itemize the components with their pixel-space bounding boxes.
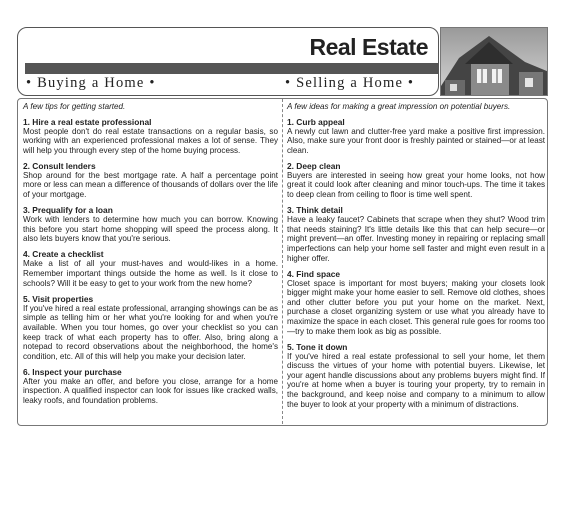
tip-text: Closet space is important for most buyers; making your closets look bigger might make your home easier to sell. Remove old clothes, shoes and other clutter before you put your home on the market. Next, purchase a closet organizing system or use what you already have to maximize the space in each closet. This general rule goes for rooms too—try to make them look as big as possible. (287, 278, 545, 336)
buying-tip (23, 161, 278, 200)
tip-text: Shop around for the best mortgage rate. A half a percentage point more or less can mean a difference of thousands of dollars over the life of your mortgage. (23, 170, 278, 200)
buying-tip (23, 117, 278, 156)
buying-tip (23, 367, 278, 406)
tip-title: 4. Create a checklist (23, 249, 104, 260)
buying-heading: • Buying a Home • (26, 75, 156, 91)
selling-intro: A few ideas for making a great impression on potential buyers. (287, 102, 511, 111)
tip-text: If you've hired a real estate professional to sell your home, let them discuss the virtues of your home with potential buyers. Likewise, let your agent handle discussions about any problems buyers might find. If you're at home when a buyer is touring your property, try to remain in the background, and keep noise and company to a minimum to allow the buyer to look at your property with a minimum of distractions. (287, 351, 545, 409)
tip-text: Buyers are interested in seeing how great your home looks, not how great it could look after cleaning and minor touch-ups. The time it takes to deep clean from ceiling to floor is time well spent. (287, 170, 545, 200)
selling-tip (287, 269, 545, 337)
house-photo-graphic (441, 28, 548, 96)
buying-tip (23, 205, 278, 244)
tip-title: 1. Hire a real estate professional (23, 116, 152, 127)
buying-tip (23, 294, 278, 362)
tip-title: 2. Consult lenders (23, 160, 96, 171)
column-divider (282, 99, 283, 424)
tip-title: 4. Find space (287, 268, 341, 279)
tip-title: 3. Think detail (287, 205, 343, 216)
house-photo-icon (440, 27, 548, 96)
selling-heading: • Selling a Home • (285, 75, 415, 91)
tip-text: Make a list of all your must-haves and would-likes in a home. Remember important things outside the home as well. Is it close to schools? Will it be easy to get to your work from the new home? (23, 259, 278, 288)
selling-tip (287, 205, 545, 263)
tip-text: After you make an offer, and before you close, arrange for a home inspection. A qualified inspector can look for issues like cracked walls, leaky roofs, and foundation problems. (23, 376, 278, 405)
tip-title: 2. Deep clean (287, 160, 341, 171)
header-banner (17, 27, 439, 96)
tip-title: 6. Inspect your purchase (23, 366, 122, 377)
tip-text: Most people don't do real estate transactions on a regular basis, so working with an experienced professional makes a lot of sense. They will help you through every step of the home buying process. (23, 126, 278, 155)
tip-text: Have a leaky faucet? Cabinets that scrape when they shut? Wood trim that needs staining? It's little details like this that can help secure—or might prevent—an offer. Investing money in repairing or replacing small imperfections can help your home sell faster and might even result in a higher offer. (287, 215, 545, 263)
title-rule (25, 63, 438, 74)
buying-tip (23, 249, 278, 288)
buying-intro: A few tips for getting started. (23, 102, 126, 111)
selling-column (287, 102, 545, 415)
page-title: Real Estate (309, 34, 428, 60)
tip-title: 3. Prequalify for a loan (23, 205, 113, 216)
tip-title: 5. Visit properties (23, 293, 94, 304)
tip-title: 5. Tone it down (287, 341, 348, 352)
tip-title: 1. Curb appeal (287, 116, 345, 127)
buying-column (23, 102, 278, 411)
tip-text: Work with lenders to determine how much you can borrow. Knowing this before you start home shopping will speed the process along. It also lets buyers know that you're serious. (23, 215, 278, 244)
tip-text: If you've hired a real estate professional, arranging showings can be as simple as telling him or her what you're looking for and when you're available. When you tour homes, go over your checklist so you can keep track of what each property has to offer. Also, bring along a notepad to record observations about the neighborhood, the home's condition, etc. All of this will help you make your decision later. (23, 303, 278, 361)
selling-tip (287, 117, 545, 156)
selling-tip (287, 161, 545, 200)
selling-tip (287, 342, 545, 410)
tip-text: A newly cut lawn and clutter-free yard make a positive first impression. Also, make sure your front door is freshly painted or stained—or at least clean. (287, 126, 545, 155)
